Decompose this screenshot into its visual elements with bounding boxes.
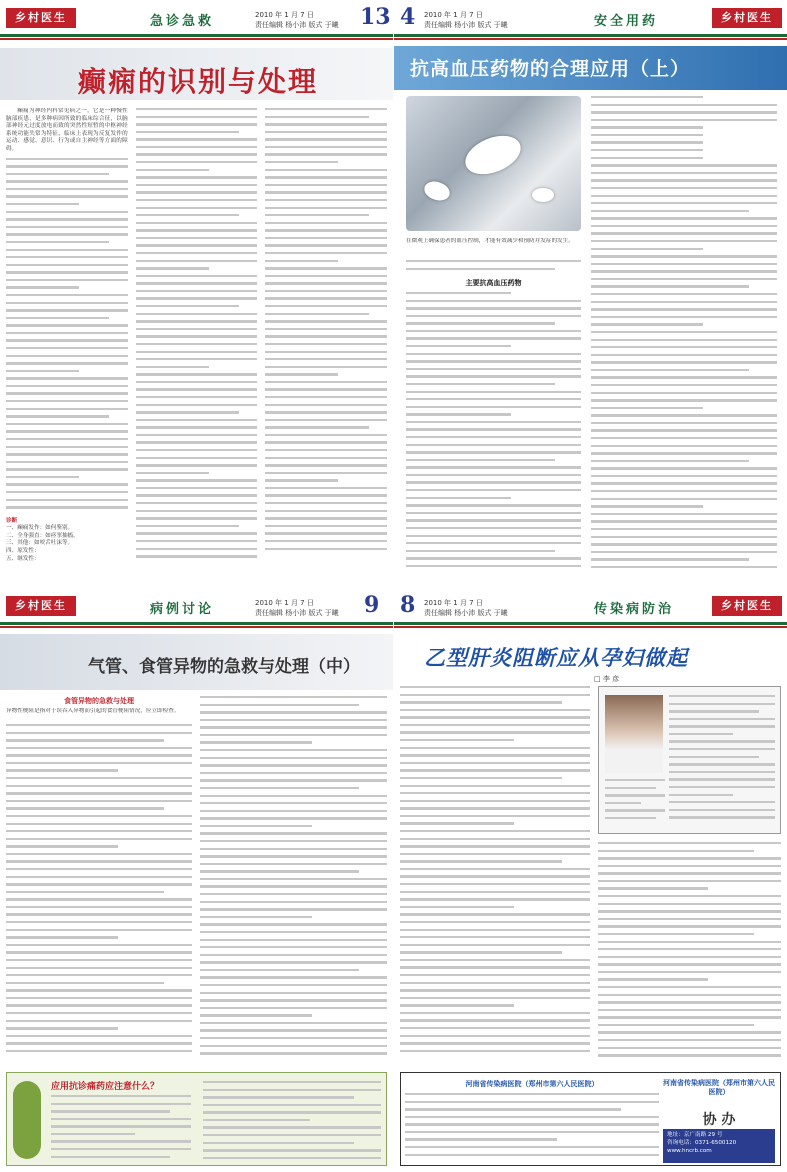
sidebar-title: 应用抗诊痛药应注意什么？ bbox=[51, 1082, 160, 1092]
sidebar-text bbox=[51, 1095, 191, 1163]
section-subhead: 主要抗高血压药物 bbox=[465, 279, 522, 287]
text-column-3 bbox=[265, 108, 387, 578]
masthead-stripe bbox=[0, 34, 393, 37]
article-headline: 乙型肝炎阻断应从孕妇做起 bbox=[424, 645, 688, 670]
sidebar-box bbox=[6, 1072, 387, 1166]
staff-credit: 责任编辑 杨小沛 版式 于曦 bbox=[255, 609, 339, 617]
article-headline: 气管、食管异物的急救与处理（中） bbox=[88, 657, 360, 677]
list-item: 四、原发性： bbox=[6, 547, 40, 554]
phone-text: 咨询电话：0371-6500120 bbox=[667, 1140, 737, 1146]
text-column-2 bbox=[136, 108, 258, 578]
section-title: 传染病防治 bbox=[594, 602, 675, 617]
paper-brand-logo: 乡村医生 bbox=[6, 596, 76, 616]
issue-date bbox=[424, 10, 508, 30]
page-13-masthead bbox=[0, 0, 393, 40]
pill-icon bbox=[460, 128, 527, 181]
author-byline: □ 李 彦 bbox=[594, 675, 620, 683]
section-title: 病例讨论 bbox=[150, 602, 215, 617]
website-link[interactable]: www.hncrb.com bbox=[667, 1148, 712, 1154]
section-title: 安全用药 bbox=[594, 14, 659, 29]
page-4-masthead bbox=[394, 0, 787, 40]
body-text-block-right bbox=[591, 96, 777, 578]
page-8-masthead bbox=[394, 588, 787, 628]
staff-credit: 责任编辑 杨小沛 版式 于曦 bbox=[424, 21, 508, 29]
doctor-photo bbox=[605, 695, 663, 773]
page-9-masthead bbox=[0, 588, 393, 628]
issue-date bbox=[255, 10, 339, 30]
section-subhead: 诊断 bbox=[6, 517, 18, 524]
hospital-intro bbox=[405, 1093, 659, 1161]
masthead-stripe bbox=[394, 622, 787, 625]
address-text: 地址：京广南路 29 号 bbox=[667, 1132, 723, 1138]
lead-paragraph: 在微观上确保患者的血压控制，才能有效减少和预防并发症的发生。 bbox=[406, 238, 574, 244]
co-organizer-label: 协 办 bbox=[702, 1112, 736, 1128]
paper-brand-logo: 乡村医生 bbox=[712, 596, 782, 616]
page-number: 13 bbox=[360, 4, 391, 30]
date-text: 2010 年 1 月 7 日 bbox=[255, 599, 314, 607]
sidebar-badge bbox=[13, 1081, 41, 1159]
body-text-block bbox=[400, 686, 590, 1066]
article-body bbox=[6, 108, 387, 578]
list-item: 三、其他：如咬舌吐沫等。 bbox=[6, 540, 74, 547]
page-number: 8 bbox=[400, 592, 416, 618]
body-text-block bbox=[265, 108, 387, 574]
article-headline: 抗高血压药物的合理应用（上） bbox=[410, 58, 691, 80]
lead-paragraph: 异物性梗阻是指对于误吞入异物而引起的食管梗阻情况，应立即检查。 bbox=[6, 708, 180, 714]
body-text-block-right bbox=[200, 696, 387, 1064]
staff-credit: 责任编辑 杨小沛 版式 于曦 bbox=[255, 21, 339, 29]
hospital-name-right: 河南省传染病医院（郑州市第六人民医院） bbox=[663, 1079, 775, 1096]
page-13-emergency bbox=[0, 0, 393, 584]
date-text: 2010 年 1 月 7 日 bbox=[424, 599, 483, 607]
doctor-profile-box bbox=[598, 686, 781, 834]
page-4-medication bbox=[394, 0, 787, 584]
hospital-name: 河南省传染病医院（郑州市第六人民医院） bbox=[465, 1080, 599, 1088]
article-headline: 癫痫的识别与处理 bbox=[78, 65, 319, 98]
pill-icon bbox=[532, 188, 554, 202]
section-title: 急诊急救 bbox=[150, 14, 215, 29]
contact-strip bbox=[663, 1129, 775, 1163]
masthead-stripe bbox=[0, 622, 393, 625]
doctor-bio bbox=[669, 695, 775, 825]
page-number: 9 bbox=[364, 592, 380, 618]
body-text-block bbox=[6, 158, 128, 518]
text-column-1 bbox=[6, 108, 128, 578]
issue-date bbox=[255, 598, 339, 618]
page-number: 4 bbox=[400, 4, 416, 30]
date-text: 2010 年 1 月 7 日 bbox=[255, 11, 314, 19]
list-item: 五、继发性： bbox=[6, 555, 40, 562]
doctor-bio bbox=[605, 779, 665, 825]
hospital-footer bbox=[400, 1072, 781, 1166]
staff-credit: 责任编辑 杨小沛 版式 于曦 bbox=[424, 609, 508, 617]
date-text: 2010 年 1 月 7 日 bbox=[424, 11, 483, 19]
pill-photo bbox=[406, 96, 581, 231]
body-text-block bbox=[136, 108, 258, 574]
body-text-block bbox=[6, 724, 192, 1064]
list-item: 一、癫痫发作：如何鉴别。 bbox=[6, 525, 74, 532]
body-text-block bbox=[406, 292, 581, 578]
page-9-case-discussion bbox=[0, 588, 393, 1172]
pill-icon bbox=[422, 178, 452, 203]
section-subhead: 食管异物的急救与处理 bbox=[64, 697, 134, 705]
issue-date bbox=[424, 598, 508, 618]
paper-brand-logo: 乡村医生 bbox=[6, 8, 76, 28]
paper-brand-logo: 乡村医生 bbox=[712, 8, 782, 28]
list-item: 二、全身强直：如痉挛抽搐。 bbox=[6, 532, 79, 539]
body-text-block-right bbox=[598, 842, 781, 1066]
masthead-stripe bbox=[394, 34, 787, 37]
lead-paragraph: 癫痫为神经内科常见病之一，它是一种慢性脑部疾患，是多种病因所致的临床综合征，以脑部神经元过度放电而致的突然性短暂的中枢神经系统功能失常为特征，临床上表现为反复发作的运动、感觉、意识、行为或自主神经等方面的障碍。 bbox=[6, 108, 128, 152]
body-text-block bbox=[406, 260, 581, 274]
page-8-infectious-disease bbox=[394, 588, 787, 1172]
sidebar-text bbox=[203, 1081, 381, 1163]
